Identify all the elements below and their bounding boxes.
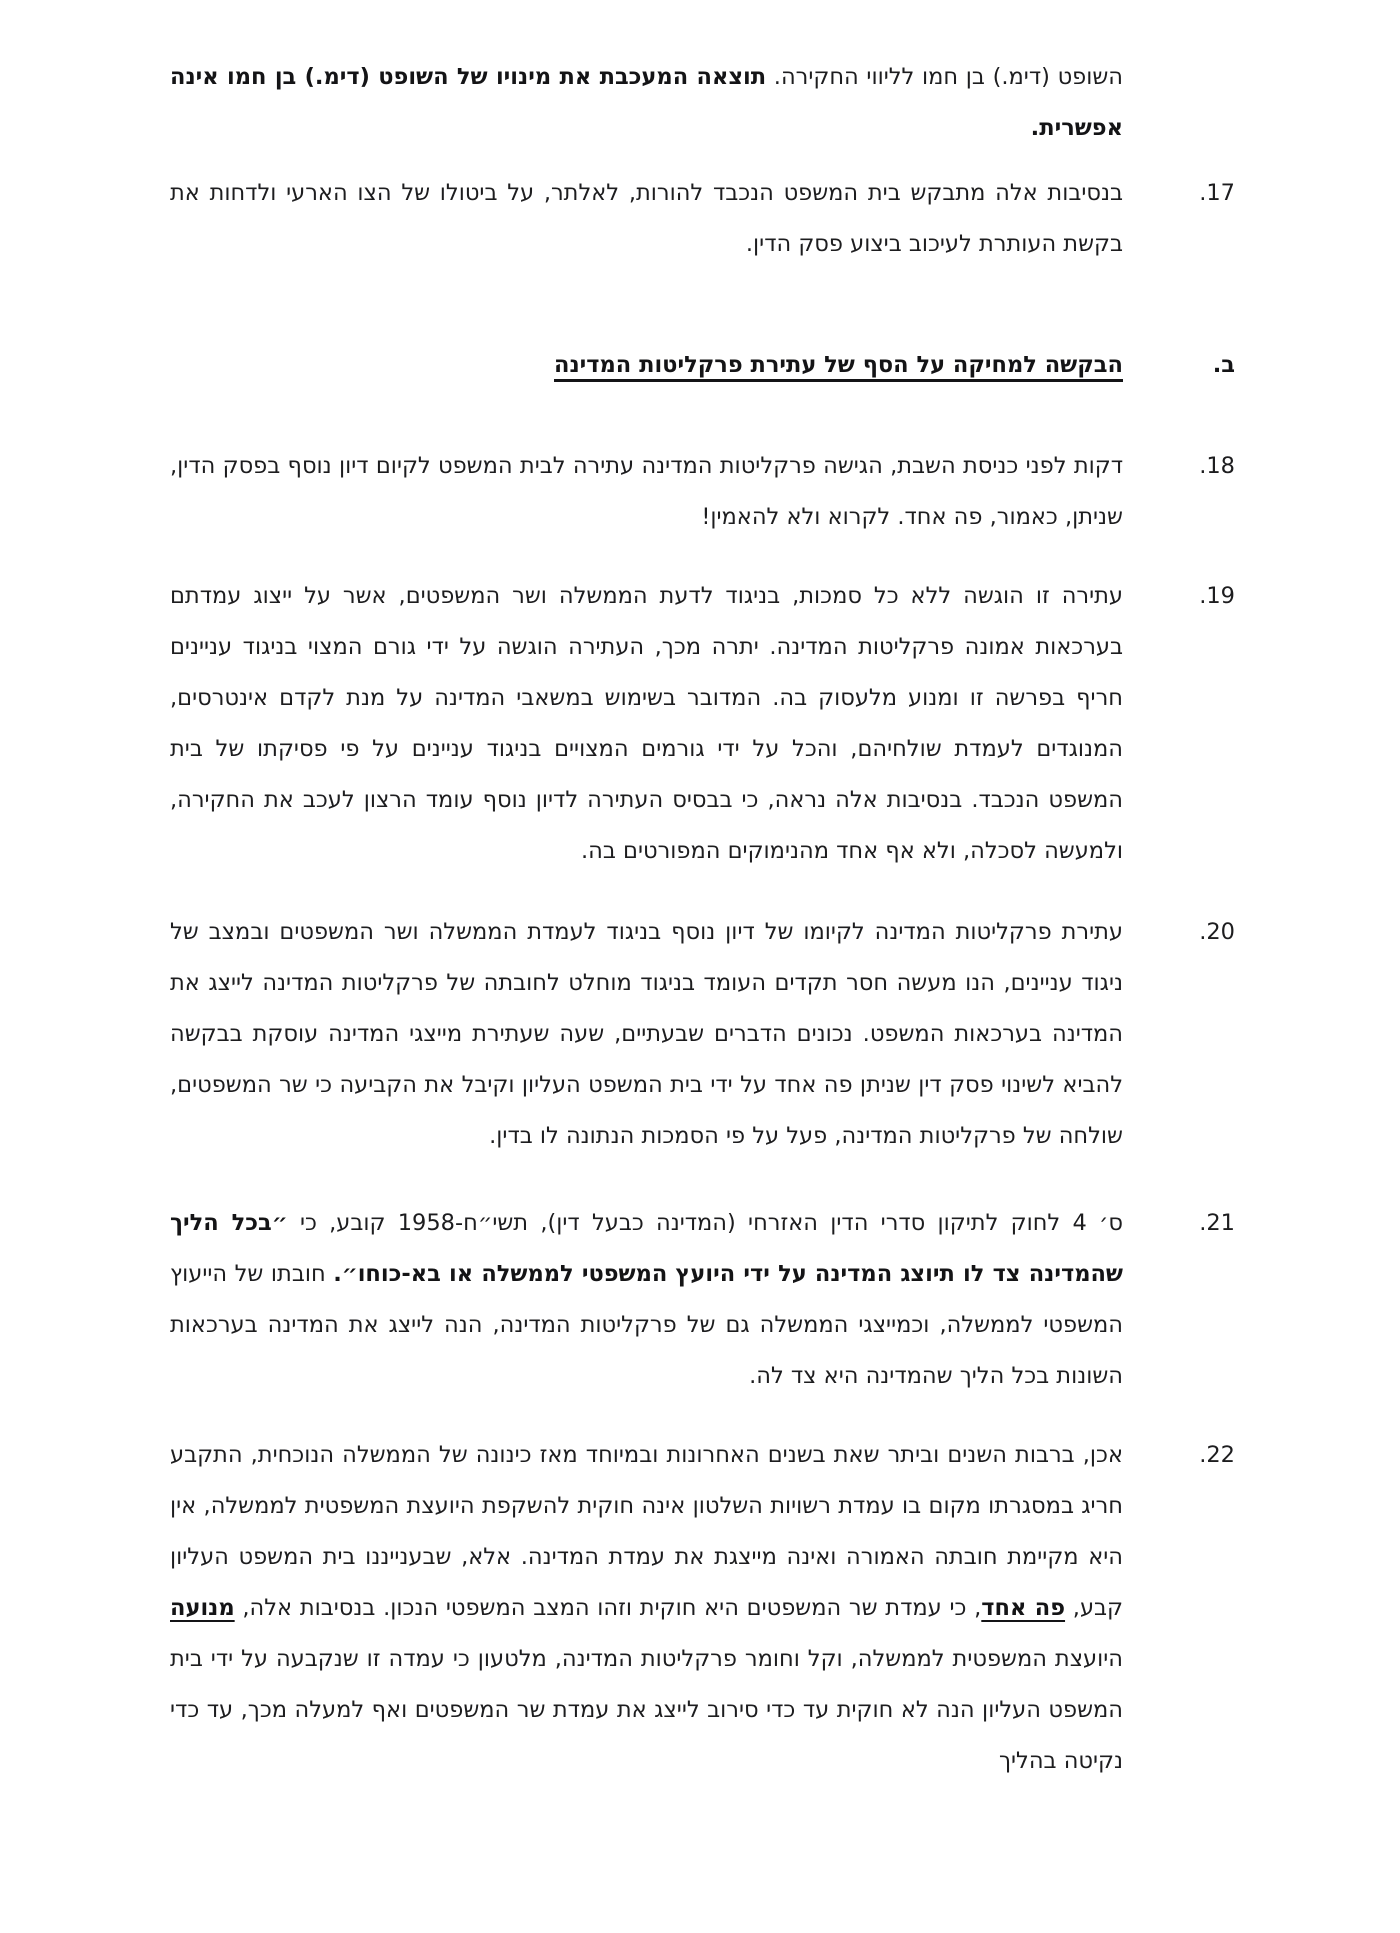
paragraph-21: [170, 1198, 1235, 1402]
paragraph-22: [170, 1430, 1235, 1787]
paragraph-text: דקות לפני כניסת השבת, הגישה פרקליטות המדינה עתירה לבית המשפט לקיום דיון נוסף בפסק הדין, שניתן, כאמור, פה אחד. לקרוא ולא להאמין!: [170, 453, 1123, 530]
paragraph-text: עתירה זו הוגשה ללא כל סמכות, בניגוד לדעת הממשלה ושר המשפטים, אשר על ייצוג עמדתם בערכאות אמונה פרקליטות המדינה. יתרה מכך, העתירה הוגשה על ידי גורם המצוי בניגוד עניינים חריף בפרשה זו ומנוע מלעסוק בה. המדובר בשימוש במשאבי המדינה על מנת לקדם אינטרסים, המנוגדים לעמדת שולחיהם, והכל על ידי גורמים המצויים בניגוד עניינים על פי פסיקתו של בית המשפט הנכבד. בנסיבות אלה נראה, כי בבסיס העתירה לדיון נוסף עומד הרצון לעכב את החקירה, ולמעשה לסכלה, ולא אף אחד מהנימוקים המפורטים בה.: [170, 583, 1123, 864]
continuation-text-regular: השופט (דימ.) בן חמו לליווי החקירה.: [766, 64, 1123, 90]
paragraph-text: בנסיבות אלה מתבקש בית המשפט הנכבד להורות, לאלתר, על ביטולו של הצו הארעי ולדחות את בקשת העותרת לעיכוב ביצוע פסק הדין.: [170, 180, 1123, 257]
section-title: הבקשה למחיקה על הסף של עתירת פרקליטות המדינה: [554, 352, 1123, 378]
statute-quote-bold: ״בכל הליך שהמדינה צד לו תיוצג המדינה על ידי היועץ המשפטי לממשלה או בא-כוחו״.: [170, 1210, 1123, 1287]
paragraph-number: 21.: [1199, 1210, 1235, 1236]
paragraph-text-tail: חובתו של הייעוץ המשפטי לממשלה, וכמייצגי הממשלה גם של פרקליטות המדינה, הנה לייצג את המדינה בערכאות השונות בכל הליך שהמדינה היא צד לה.: [170, 1261, 1123, 1389]
paragraph-number: 20.: [1199, 919, 1235, 945]
emphasis-menua: מנועה: [170, 1595, 235, 1621]
paragraph-number: 19.: [1199, 583, 1235, 609]
paragraph-number: 22.: [1199, 1442, 1235, 1468]
paragraph-17: [170, 168, 1235, 270]
paragraph-20: [170, 907, 1235, 1162]
paragraph-number: 18.: [1199, 453, 1235, 479]
paragraph-text: עתירת פרקליטות המדינה לקיומו של דיון נוסף בניגוד לעמדת הממשלה ושר המשפטים ובמצב של ניגוד עניינים, הנו מעשה חסר תקדים העומד בניגוד מוחלט לחובתה של פרקליטות המדינה לייצג את המדינה בערכאות המשפט. נכונים הדברים שבעתיים, שעה שעתירת מייצגי המדינה עוסקת בבקשה להביא לשינוי פסק דין שניתן פה אחד על ידי בית המשפט העליון וקיבל את הקביעה כי שר המשפטים, שולחה של פרקליטות המדינה, פעל על פי הסמכות הנתונה לו בדין.: [170, 919, 1123, 1149]
statute-reference: ס׳ 4 לחוק לתיקון סדרי הדין האזרחי (המדינה כבעל דין), תשי״ח-1958 קובע, כי: [287, 1210, 1124, 1236]
paragraph-text-part: היועצת המשפטית לממשלה, וקל וחומר פרקליטות המדינה, מלטעון כי עמדה זו שנקבעה על ידי בית המשפט העליון הנה לא חוקית עד כדי סירוב לייצג את עמדת שר המשפטים ואף למעלה מכך, עד כדי נקיטה בהליך: [170, 1646, 1123, 1774]
continuation-paragraph: [170, 52, 1123, 154]
paragraph-text: [170, 1430, 1123, 1787]
paragraph-text-part: אכן, ברבות השנים וביתר שאת בשנים האחרונות ובמיוחד מאז כינונה של הממשלה הנוכחית, התקבע חריג במסגרתו מקום בו עמדת רשויות השלטון אינה חוקית להשקפת היועצת המשפטית לממשלה, אין היא מקיימת חובתה האמורה ואינה מייצגת את עמדת המדינה. אלא, שבענייננו בית המשפט העליון קבע,: [170, 1442, 1123, 1621]
paragraph-number: 17.: [1199, 180, 1235, 206]
emphasis-pe-echad: פה אחד: [981, 1595, 1066, 1621]
paragraph-18: [170, 441, 1235, 543]
section-b-heading: [170, 340, 1235, 391]
section-marker: ב.: [1212, 352, 1235, 378]
paragraph-19: [170, 571, 1235, 877]
paragraph-text: [170, 1198, 1123, 1402]
paragraph-text-part: , כי עמדת שר המשפטים היא חוקית וזהו המצב המשפטי הנכון. בנסיבות אלה,: [234, 1595, 982, 1621]
continuation-text-bold: תוצאה המעכבת את מינויו של השופט (דימ.) בן חמו אינה אפשרית.: [170, 64, 1123, 141]
